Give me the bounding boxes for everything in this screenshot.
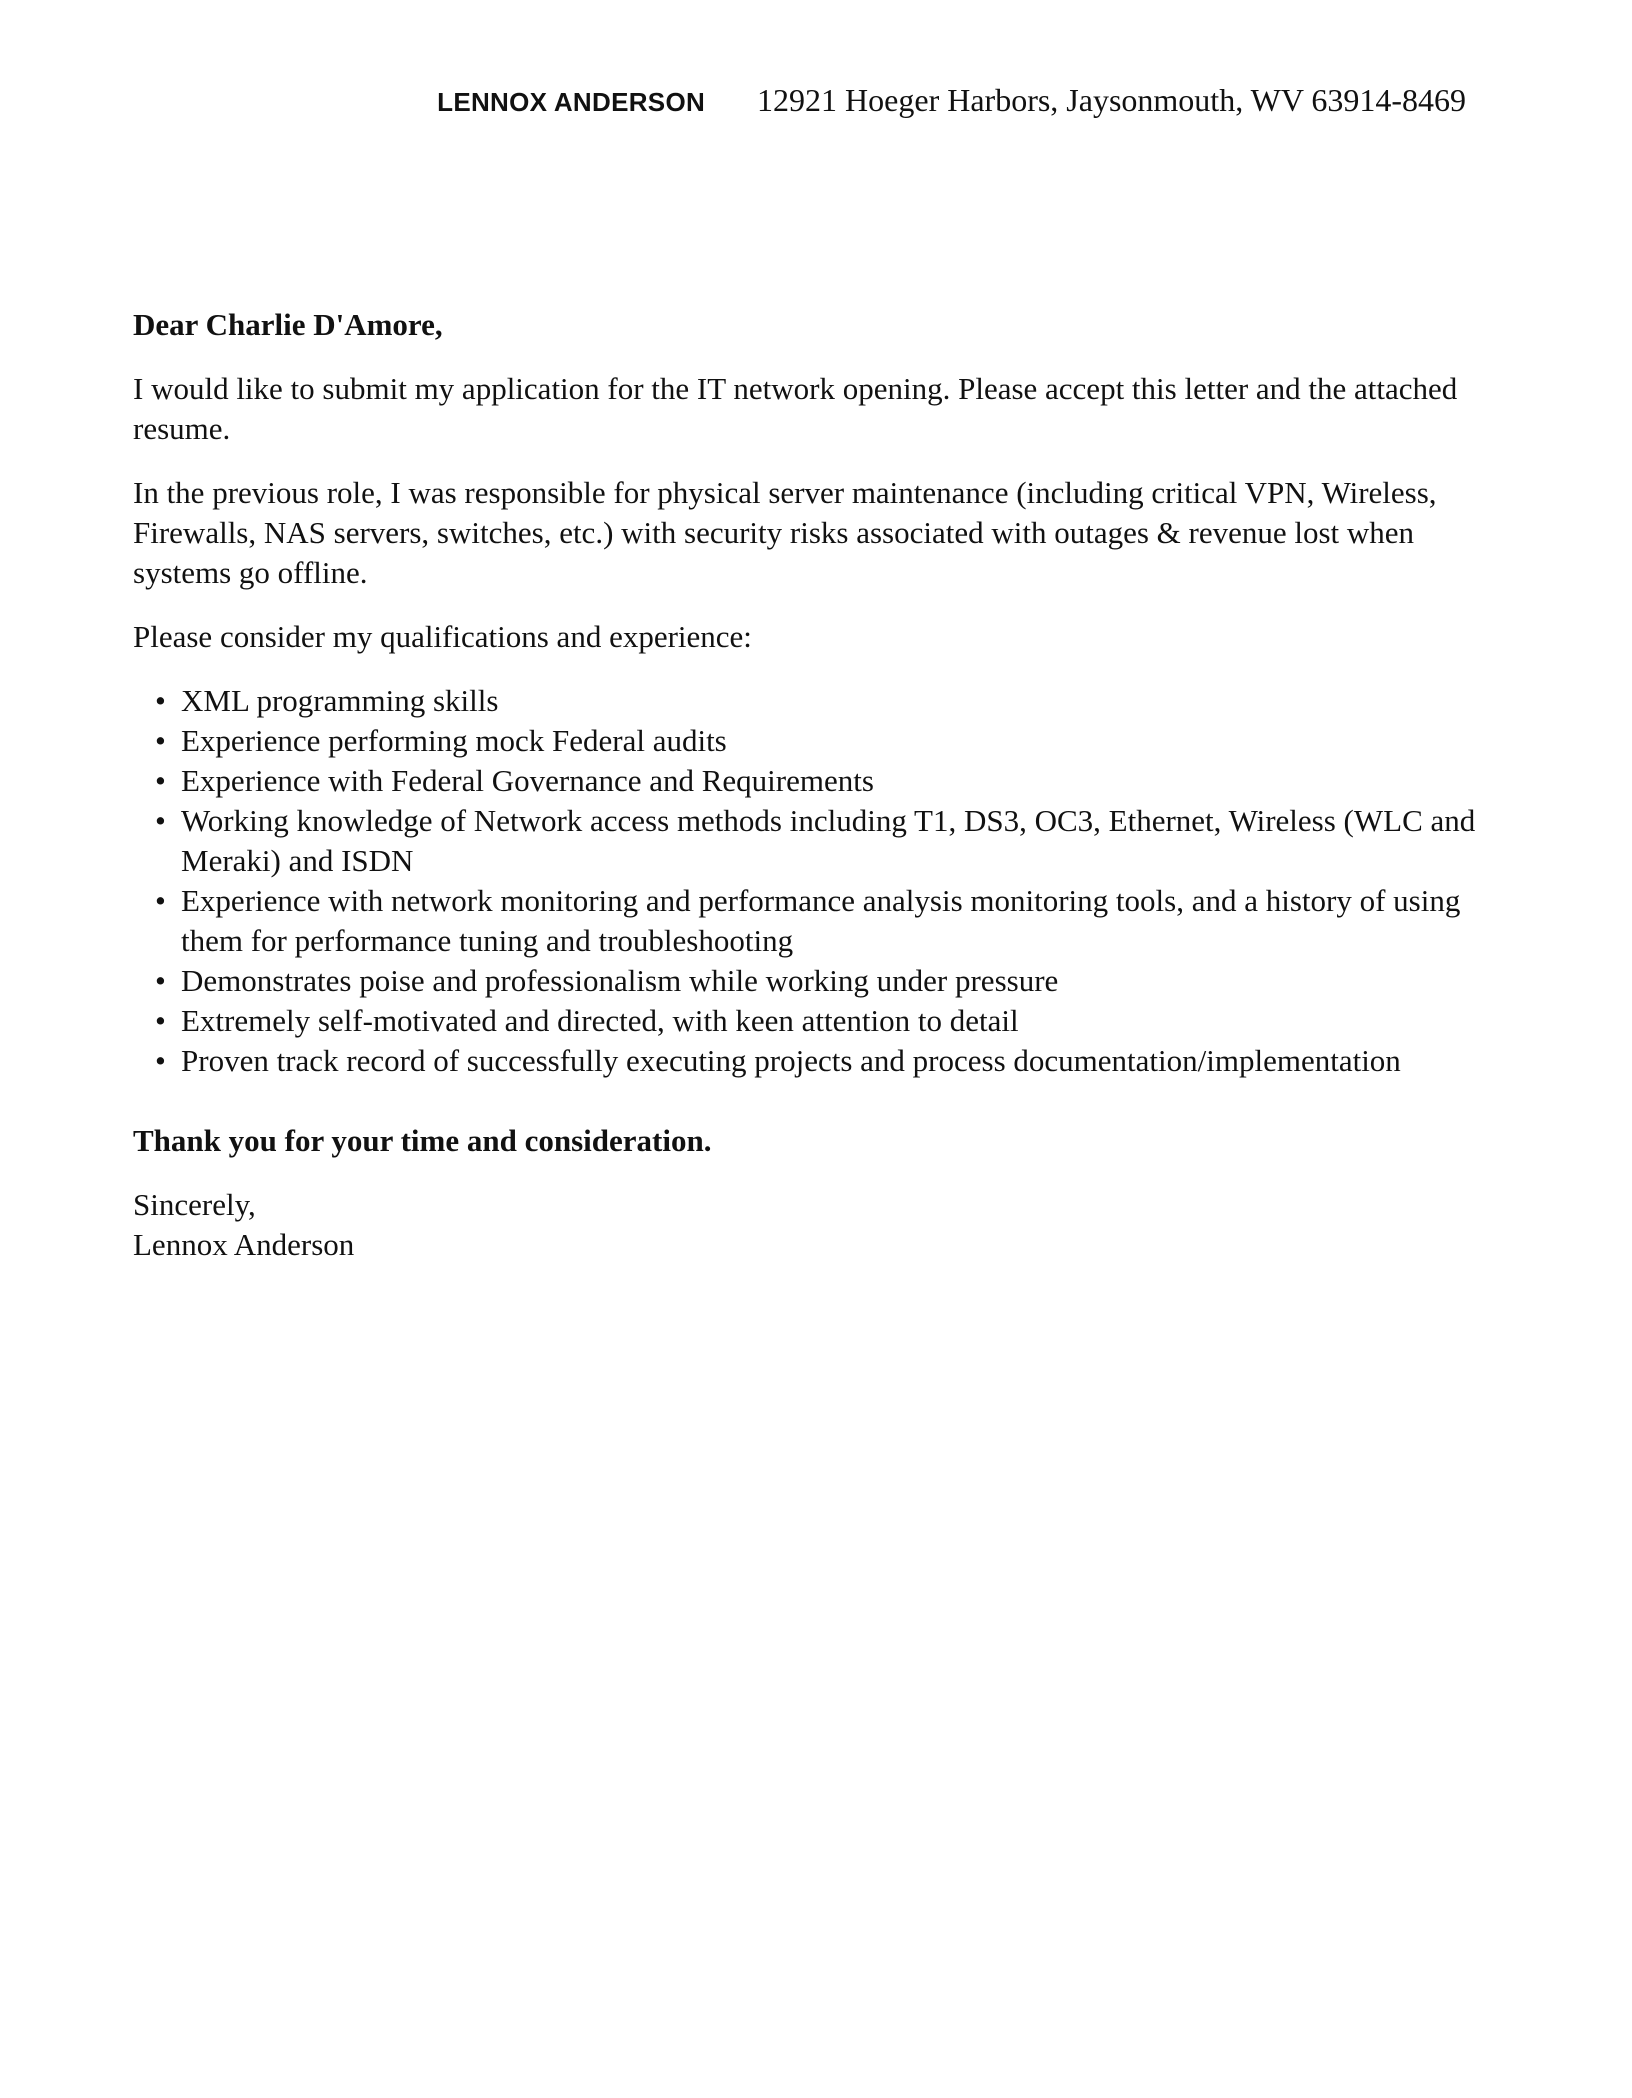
qualifications-list	[133, 681, 1503, 1081]
list-item	[155, 961, 1503, 1001]
list-item	[155, 721, 1503, 761]
sender-name: LENNOX ANDERSON	[437, 87, 706, 117]
list-item-text: Experience with Federal Governance and Requirements	[181, 763, 874, 798]
closing-line: Thank you for your time and consideration.	[133, 1123, 712, 1158]
letter-body	[133, 305, 1503, 1265]
bullet-icon: •	[155, 1003, 166, 1038]
letter-header	[437, 82, 1466, 119]
experience-paragraph: In the previous role, I was responsible for physical server maintenance (including critical VPN, Wireless, Firewalls, NAS servers, switches, etc.) with security risks associated with outages & revenue lost when systems go offline.	[133, 475, 1437, 590]
list-item	[155, 761, 1503, 801]
bullet-icon: •	[155, 963, 166, 998]
salutation: Dear Charlie D'Amore,	[133, 307, 443, 342]
list-item-text: Extremely self-motivated and directed, with keen attention to detail	[181, 1003, 1019, 1038]
signoff: Sincerely,	[133, 1187, 256, 1222]
list-item-text: Experience with network monitoring and performance analysis monitoring tools, and a history of using them for performance tuning and troubleshooting	[181, 883, 1461, 958]
list-item	[155, 1041, 1503, 1081]
bullet-icon: •	[155, 723, 166, 758]
bullet-icon: •	[155, 883, 166, 918]
list-item	[155, 881, 1503, 961]
list-item-text: XML programming skills	[181, 683, 499, 718]
list-item-text: Working knowledge of Network access methods including T1, DS3, OC3, Ethernet, Wireless (WLC and Meraki) and ISDN	[181, 803, 1476, 878]
list-item-text: Proven track record of successfully executing projects and process documentation/implementation	[181, 1043, 1401, 1078]
intro-paragraph: I would like to submit my application for the IT network opening. Please accept this letter and the attached resume.	[133, 371, 1458, 446]
list-item	[155, 1001, 1503, 1041]
list-item	[155, 801, 1503, 881]
bullet-icon: •	[155, 763, 166, 798]
signature-name: Lennox Anderson	[133, 1227, 355, 1262]
list-item	[155, 681, 1503, 721]
qualifications-intro: Please consider my qualifications and experience:	[133, 619, 752, 654]
list-item-text: Experience performing mock Federal audits	[181, 723, 727, 758]
sender-address: 12921 Hoeger Harbors, Jaysonmouth, WV 63914-8469	[757, 82, 1466, 118]
bullet-icon: •	[155, 683, 166, 718]
list-item-text: Demonstrates poise and professionalism while working under pressure	[181, 963, 1059, 998]
bullet-icon: •	[155, 1043, 166, 1078]
bullet-icon: •	[155, 803, 166, 838]
